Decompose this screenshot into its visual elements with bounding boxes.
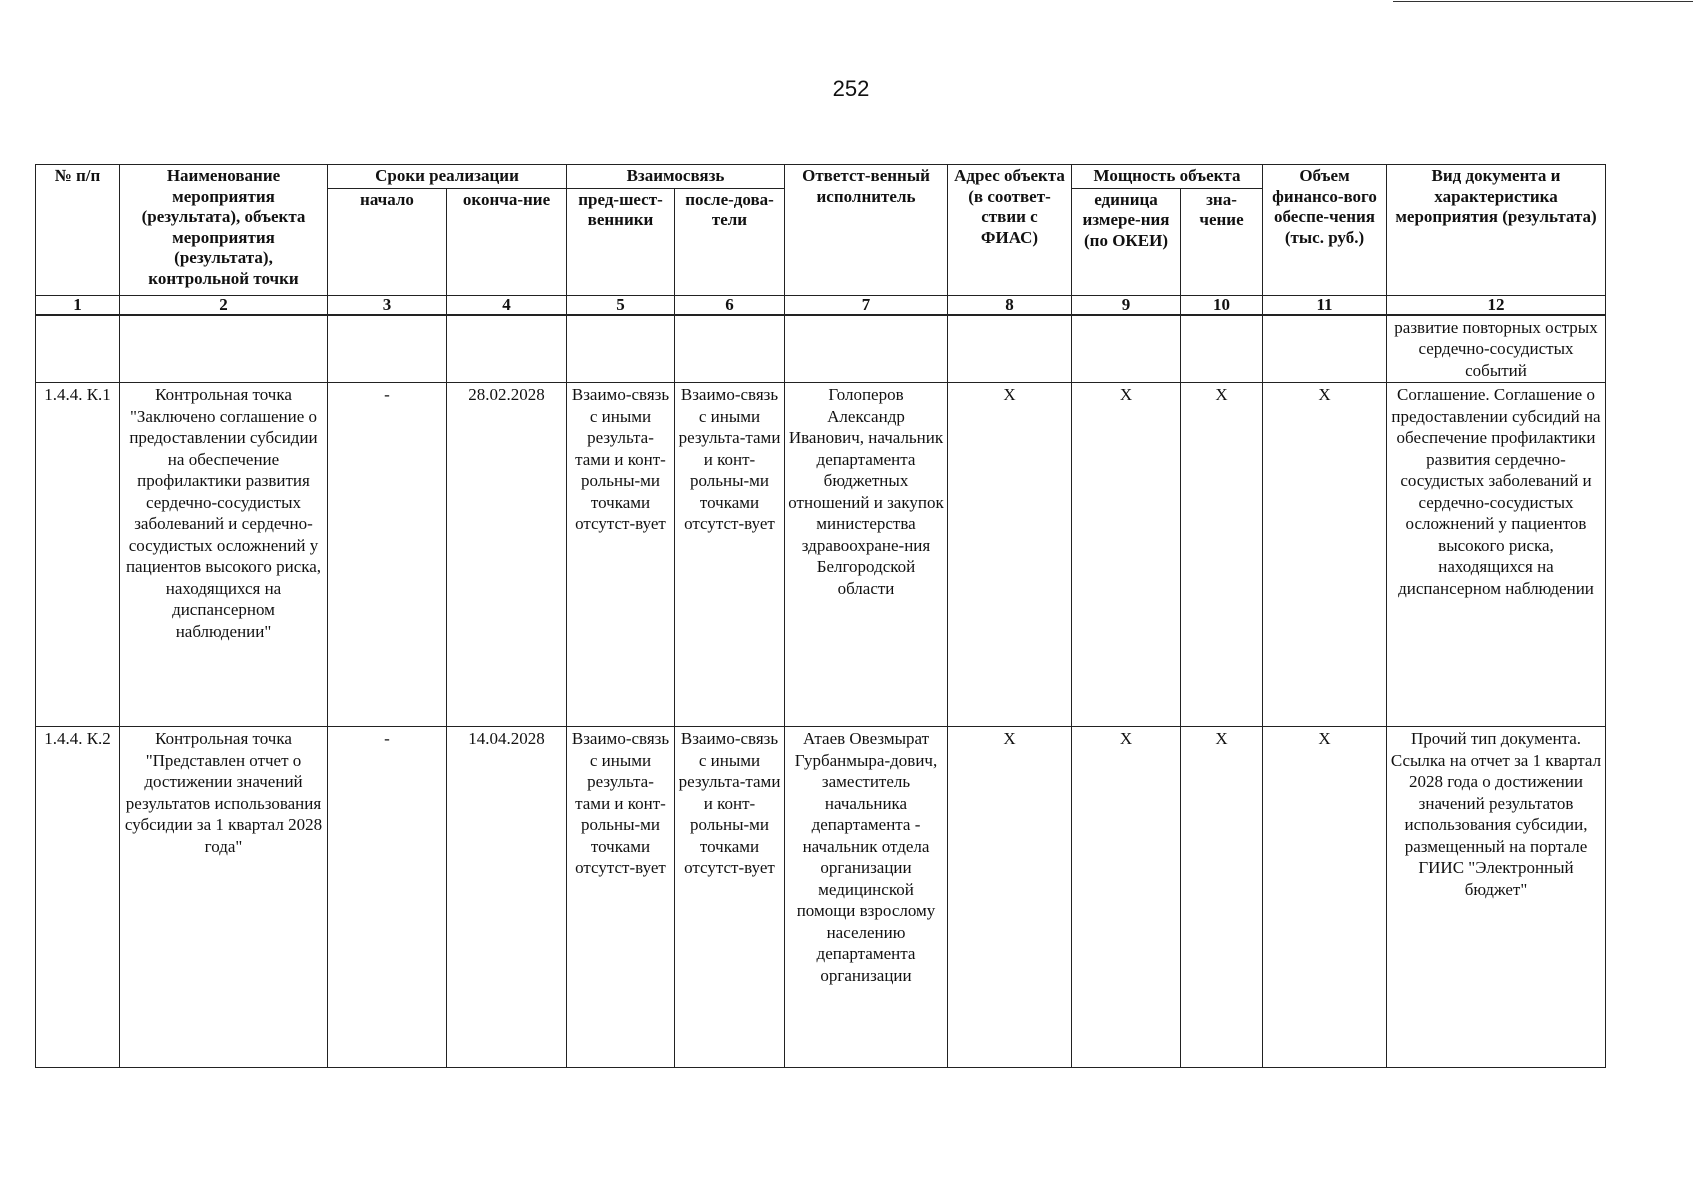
- cell-name: Контрольная точка "Заключено соглашение о предоставлении субсидии на обеспечение профилактики развития сердечно-сосудистых заболеваний и сердечно-сосудистых осложнений у пациентов высокого риска, находящихся на диспансерном наблюдении": [120, 383, 328, 727]
- table-row: [36, 383, 1606, 727]
- cell-responsible: Атаев Овезмырат Гурбанмыра-дович, заместитель начальника департамента - начальник отдела организации медицинской помощи взрослому населению департамента организации: [785, 727, 948, 1068]
- header-doc-type: Вид документа и характеристика мероприятия (результата): [1387, 165, 1606, 296]
- cell-unit: X: [1072, 727, 1181, 1068]
- table-row: [36, 727, 1606, 1068]
- column-number: 8: [948, 295, 1072, 315]
- cell-doc: Соглашение. Соглашение о предоставлении субсидий на обеспечение профилактики развития сердечно-сосудистых заболеваний и сердечно-сосудистых осложнений у пациентов высокого риска, находящихся на диспансерном наблюдении: [1387, 383, 1606, 727]
- column-number: 9: [1072, 295, 1181, 315]
- column-number: 6: [675, 295, 785, 315]
- column-number: 2: [120, 295, 328, 315]
- cell-next: Взаимо-связь с иными результа-тами и конт-рольны-ми точками отсутст-вует: [675, 727, 785, 1068]
- cell-num: 1.4.4. К.2: [36, 727, 120, 1068]
- cell-start: -: [328, 383, 447, 727]
- header-link: Взаимосвязь: [567, 165, 785, 189]
- header-terms-end: оконча-ние: [447, 188, 567, 295]
- cell-prev: Взаимо-связь с иными результа-тами и конт-рольны-ми точками отсутст-вует: [567, 727, 675, 1068]
- column-number: 3: [328, 295, 447, 315]
- cell-name: Контрольная точка "Представлен отчет о достижении значений результатов использования субсидии за 1 квартал 2028 года": [120, 727, 328, 1068]
- column-number: 10: [1181, 295, 1263, 315]
- header-address: Адрес объекта (в соответ-ствии с ФИАС): [948, 165, 1072, 296]
- header-link-prev: пред-шест-венники: [567, 188, 675, 295]
- cell-end: 14.04.2028: [447, 727, 567, 1068]
- column-number: 12: [1387, 295, 1606, 315]
- cell-num: 1.4.4. К.1: [36, 383, 120, 727]
- header-name: Наименование мероприятия (результата), объекта мероприятия (результата), контрольной точки: [120, 165, 328, 296]
- cell-finance: X: [1263, 383, 1387, 727]
- cell-address: [948, 315, 1072, 383]
- cell-end: [447, 315, 567, 383]
- cell-responsible: Голоперов Александр Иванович, начальник департамента бюджетных отношений и закупок министерства здравоохране-ния Белгородской области: [785, 383, 948, 727]
- column-number: 5: [567, 295, 675, 315]
- cell-next: [675, 315, 785, 383]
- column-number-row: [36, 295, 1606, 315]
- header-terms: Сроки реализации: [328, 165, 567, 189]
- cell-unit: X: [1072, 383, 1181, 727]
- header-row-1: [36, 165, 1606, 189]
- top-border-line: [1393, 1, 1693, 2]
- cell-responsible: [785, 315, 948, 383]
- column-number: 11: [1263, 295, 1387, 315]
- header-finance: Объем финансо-вого обеспе-чения (тыс. руб.): [1263, 165, 1387, 296]
- cell-start: -: [328, 727, 447, 1068]
- cell-doc: Прочий тип документа. Ссылка на отчет за 1 квартал 2028 года о достижении значений результатов использования субсидии, размещенный на портале ГИИС "Электронный бюджет": [1387, 727, 1606, 1068]
- cell-address: X: [948, 383, 1072, 727]
- cell-next: Взаимо-связь с иными результа-тами и конт-рольны-ми точками отсутст-вует: [675, 383, 785, 727]
- column-number: 1: [36, 295, 120, 315]
- header-num: № п/п: [36, 165, 120, 296]
- cell-value: X: [1181, 383, 1263, 727]
- header-responsible: Ответст-венный исполнитель: [785, 165, 948, 296]
- cell-start: [328, 315, 447, 383]
- header-capacity: Мощность объекта: [1072, 165, 1263, 189]
- column-number: 7: [785, 295, 948, 315]
- cell-prev: Взаимо-связь с иными результа-тами и конт-рольны-ми точками отсутст-вует: [567, 383, 675, 727]
- cell-finance: X: [1263, 727, 1387, 1068]
- cell-unit: [1072, 315, 1181, 383]
- cell-num: [36, 315, 120, 383]
- cell-finance: [1263, 315, 1387, 383]
- cell-value: [1181, 315, 1263, 383]
- column-number: 4: [447, 295, 567, 315]
- cell-prev: [567, 315, 675, 383]
- table-row-continuation: [36, 315, 1606, 383]
- header-link-next: после-дова-тели: [675, 188, 785, 295]
- header-capacity-value: зна-чение: [1181, 188, 1263, 295]
- cell-address: X: [948, 727, 1072, 1068]
- activities-table: [35, 164, 1606, 1068]
- header-terms-start: начало: [328, 188, 447, 295]
- page-number: 252: [832, 76, 870, 101]
- cell-value: X: [1181, 727, 1263, 1068]
- cell-end: 28.02.2028: [447, 383, 567, 727]
- header-capacity-unit: единица измере-ния (по ОКЕИ): [1072, 188, 1181, 295]
- cell-doc: развитие повторных острых сердечно-сосудистых событий: [1387, 315, 1606, 383]
- cell-name: [120, 315, 328, 383]
